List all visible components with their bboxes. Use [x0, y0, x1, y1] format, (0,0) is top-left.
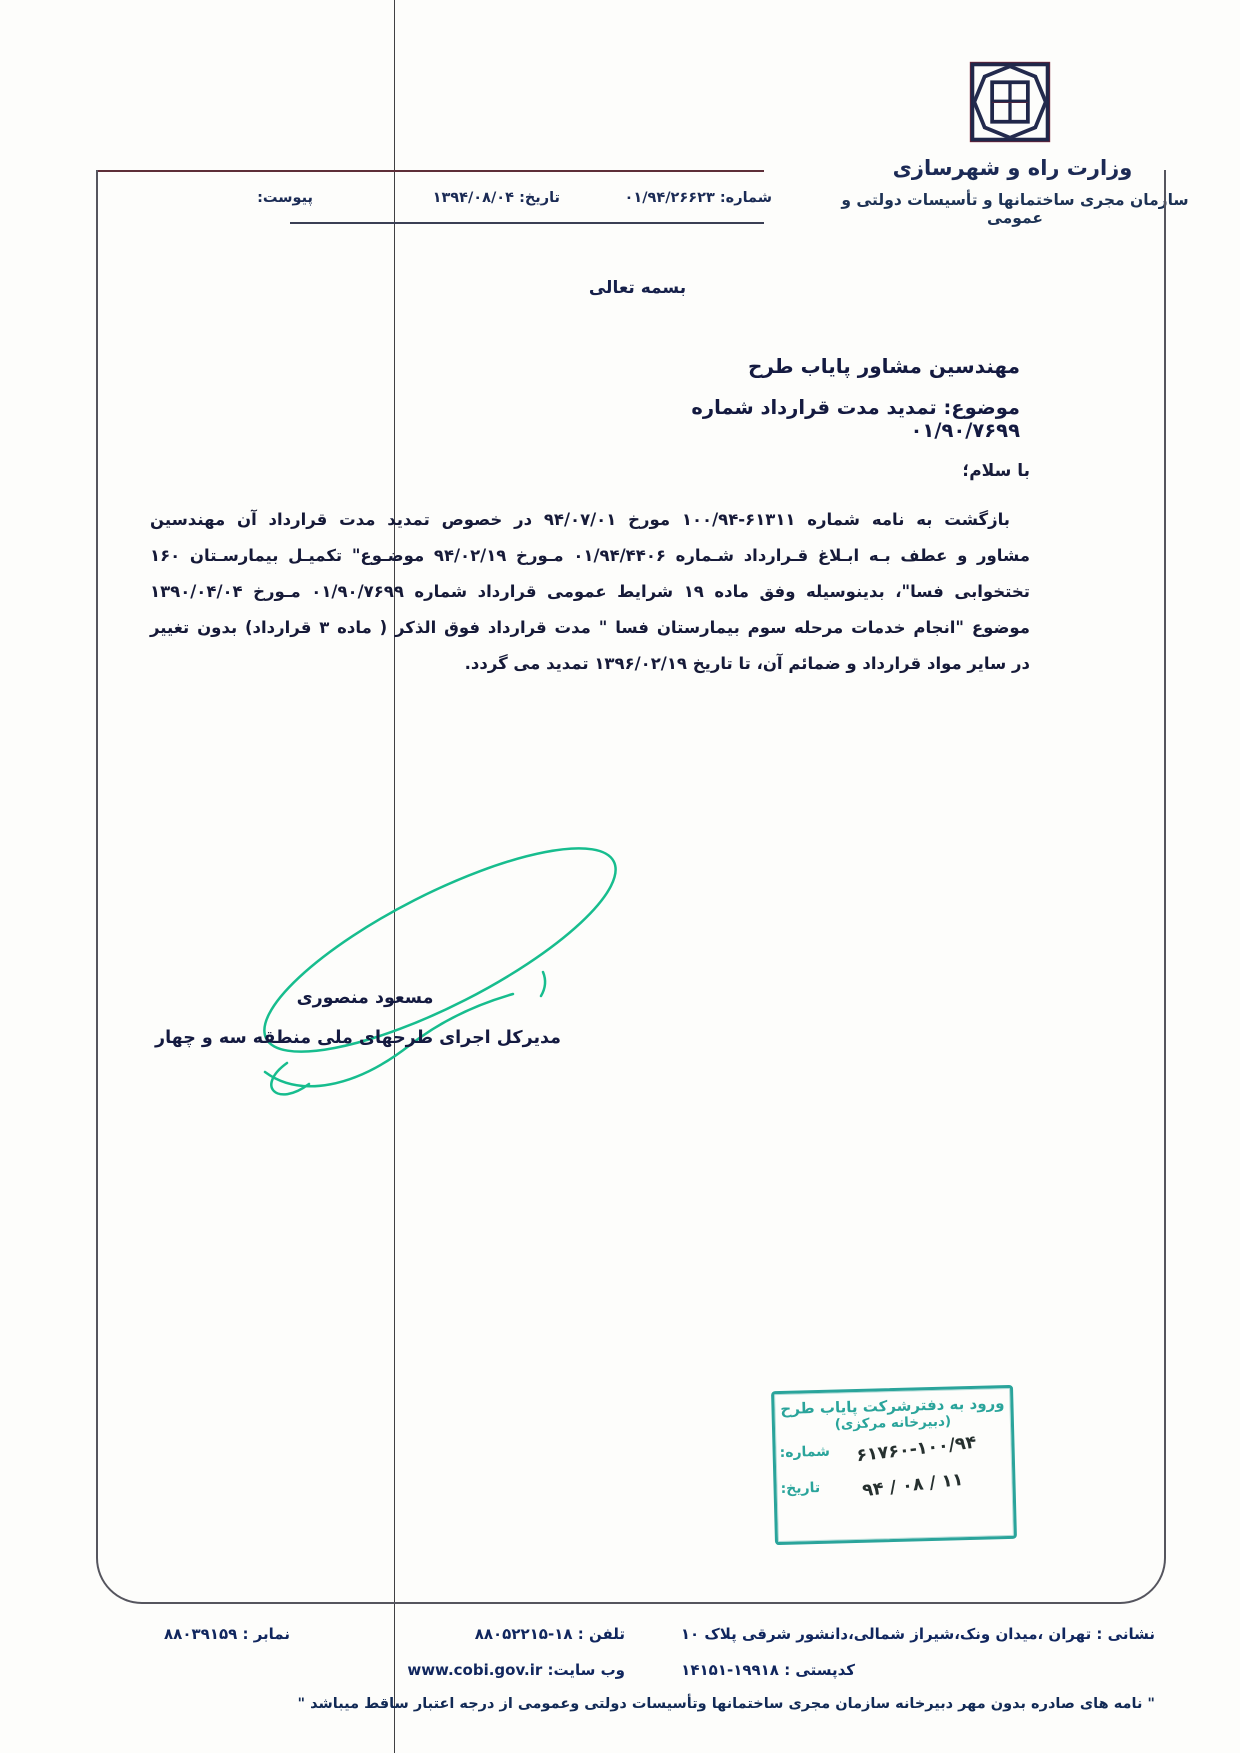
- footer-postal-code: کدپستی : ۱۹۹۱۸-۱۴۱۵۱: [681, 1661, 855, 1679]
- salutation: با سلام؛: [962, 461, 1030, 481]
- letter-number-label: شماره:: [719, 190, 772, 206]
- body-line: مشاور و عطف بـه ابـلاغ قـرارداد شـماره ۰۱/۹۴/۴۴۰۶ مـورخ ۹۴/۰۲/۱۹ موضـوع" تکمیـل بیمارسـتان ۱۶۰: [150, 546, 1030, 565]
- letter-number-value: ۰۱/۹۴/۲۶۶۲۳: [624, 190, 715, 206]
- attachment-field: پیوست:: [257, 190, 313, 206]
- ministry-logo-icon: [963, 55, 1057, 149]
- subject-line: موضوع: تمدید مدت قرارداد شماره ۰۱/۹۰/۷۶۹۹: [691, 396, 1020, 442]
- besmellah: بسمه تعالی: [588, 278, 687, 298]
- footer-disclaimer: " نامه های صادره بدون مهر دبیرخانه سازمان مجری ساختمانها وتأسیسات دولتی وعمومی از درجه اعتبار ساقط میباشد ": [297, 1696, 1155, 1712]
- body-line: تختخوابی فسا"، بدینوسیله وفق ماده ۱۹ شرایط عمومی قرارداد شماره ۰۱/۹۰/۷۶۹۹ مـورخ ۱۳۹۰/۰۴/۰۴: [150, 582, 1030, 601]
- stamp-number-value: ۶۱۷۶۰-۱۰۰/۹۴: [855, 1432, 978, 1467]
- body-line: بازگشت به نامه شماره ۶۱۳۱۱-۱۰۰/۹۴ مورخ ۹۴/۰۷/۰۱ در خصوص تمدید مدت قرارداد آن مهندسین: [150, 510, 1010, 529]
- signer-name: مسعود منصوری: [296, 988, 434, 1008]
- stamp-date-value: ۱۱ / ۰۸ / ۹۴: [860, 1469, 964, 1502]
- organization-title: سازمان مجری ساختمانها و تأسیسات دولتی و عمومی: [841, 191, 1189, 227]
- signer-title: مدیرکل اجرای طرحهای ملی منطقه سه و چهار: [155, 1028, 561, 1048]
- stamp-number-row: [775, 1428, 1012, 1470]
- footer-phone: تلفن : ۱۸-۸۸۰۵۲۲۱۵: [474, 1625, 625, 1643]
- stamp-date-row: [776, 1464, 1013, 1506]
- recipient-line: مهندسین مشاور پایاب طرح: [747, 354, 1020, 378]
- stamp-date-label: تاریخ:: [780, 1479, 821, 1497]
- footer-website: وب سایت: www.cobi.gov.ir: [407, 1661, 625, 1679]
- footer-address: نشانی : تهران ،میدان ونک،شیراز شمالی،دانشور شرقی پلاک ۱۰: [680, 1625, 1155, 1643]
- body-line: موضوع "انجام خدمات مرحله سوم بیمارستان فسا " مدت قرارداد فوق الذکر ( ماده ۳ قرارداد) بدون تغییر: [150, 618, 1030, 637]
- ministry-title: وزارت راه و شهرسازی: [892, 156, 1133, 180]
- letter-date-value: ۱۳۹۴/۰۸/۰۴: [432, 190, 514, 206]
- signature-ink-icon: [225, 820, 655, 1120]
- receive-stamp: [771, 1385, 1017, 1545]
- stamp-number-label: شماره:: [779, 1443, 831, 1461]
- body-line: در سایر مواد قرارداد و ضمائم آن، تا تاریخ ۱۳۹۶/۰۲/۱۹ تمدید می گردد.: [464, 654, 1030, 673]
- letter-body: [150, 502, 1030, 682]
- stamp-title: ورود به دفترشرکت پایاب طرح: [780, 1394, 1005, 1418]
- footer-fax: نمابر : ۸۸۰۳۹۱۵۹: [164, 1625, 290, 1643]
- letter-date-label: تاریخ:: [519, 190, 560, 206]
- stamp-subtitle: (دبیرخانه مرکزی): [834, 1413, 952, 1433]
